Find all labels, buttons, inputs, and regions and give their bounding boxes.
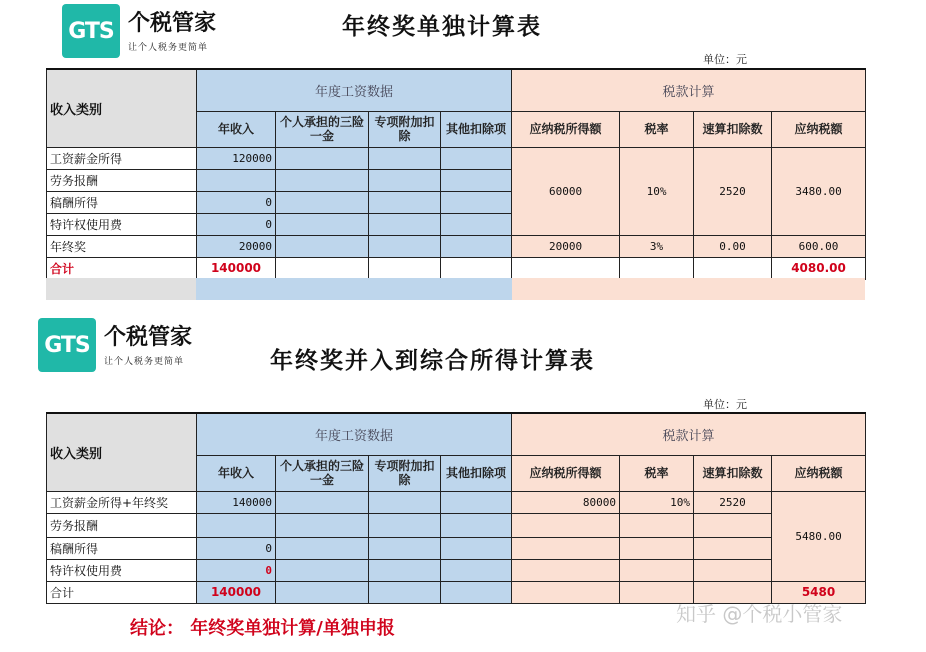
table2 <box>46 412 866 604</box>
brand-name: 个税管家 <box>104 323 193 350</box>
quick-deduction-header: 速算扣除数 <box>694 455 772 491</box>
insurance-header: 个人承担的三险一金 <box>276 111 369 147</box>
gts-logo-icon: GTS <box>38 318 96 372</box>
unit-label-2: 单位：元 <box>703 398 747 411</box>
annual-income-header: 年收入 <box>197 111 276 147</box>
row-category: 工资薪金所得+年终奖 <box>47 491 197 513</box>
row-income: 120000 <box>197 147 276 169</box>
table-row <box>47 491 866 513</box>
table1 <box>46 68 866 280</box>
brand-slogan: 让个人税务更简单 <box>104 356 185 367</box>
color-bar-peach <box>512 278 865 300</box>
gts-logo-icon: GTS <box>62 4 120 58</box>
row-category: 劳务报酬 <box>47 513 197 537</box>
row-category: 劳务报酬 <box>47 169 197 191</box>
tax-group-header: 税款计算 <box>512 413 866 455</box>
insurance-header: 个人承担的三险一金 <box>276 455 369 491</box>
tax-group-header: 税款计算 <box>512 69 866 111</box>
tax-rate-header: 税率 <box>620 455 694 491</box>
total-income: 140000 <box>197 581 276 603</box>
category-header: 收入类别 <box>47 413 197 491</box>
category-header: 收入类别 <box>47 69 197 147</box>
table-row <box>47 559 866 581</box>
total-tax: 5480 <box>772 581 866 603</box>
color-bar-grey <box>46 278 196 300</box>
brand-logo-1 <box>62 4 216 58</box>
special-deduction-header: 专项附加扣除 <box>369 111 441 147</box>
tax-payable-header: 应纳税额 <box>772 111 866 147</box>
row-income: 0 <box>197 191 276 213</box>
brand-logo-2 <box>38 318 192 372</box>
tax-payable-header: 应纳税额 <box>772 455 866 491</box>
other-deduction-header: 其他扣除项 <box>441 455 512 491</box>
total-income: 140000 <box>197 257 276 279</box>
row-income <box>197 513 276 537</box>
total-row <box>47 257 866 279</box>
row-category: 稿酬所得 <box>47 537 197 559</box>
row-taxable: 80000 <box>512 491 620 513</box>
total-label: 合计 <box>47 581 197 603</box>
row-category: 特许权使用费 <box>47 559 197 581</box>
bonus-row <box>47 235 866 257</box>
row-category: 年终奖 <box>47 235 197 257</box>
table2-title: 年终奖并入到综合所得计算表 <box>270 347 595 374</box>
row-income <box>197 169 276 191</box>
bonus-taxable: 20000 <box>512 235 620 257</box>
table-row <box>47 537 866 559</box>
row-category: 特许权使用费 <box>47 213 197 235</box>
row-income: 0 <box>197 559 276 581</box>
quick-deduction-header: 速算扣除数 <box>694 111 772 147</box>
table-row <box>47 513 866 537</box>
row-category: 工资薪金所得 <box>47 147 197 169</box>
merged-taxable: 60000 <box>512 147 620 235</box>
tax-rate-header: 税率 <box>620 111 694 147</box>
merged-tax: 3480.00 <box>772 147 866 235</box>
table-row <box>47 147 866 169</box>
annual-income-header: 年收入 <box>197 455 276 491</box>
brand-name: 个税管家 <box>128 9 217 36</box>
salary-group-header: 年度工资数据 <box>197 69 512 111</box>
bonus-tax: 600.00 <box>772 235 866 257</box>
salary-group-header: 年度工资数据 <box>197 413 512 455</box>
total-tax: 4080.00 <box>772 257 866 279</box>
row-quick: 2520 <box>694 491 772 513</box>
conclusion-text: 结论： 年终奖单独计算/单独申报 <box>130 618 395 639</box>
other-deduction-header: 其他扣除项 <box>441 111 512 147</box>
unit-label-1: 单位：元 <box>703 53 747 66</box>
table1-title: 年终奖单独计算表 <box>342 13 542 40</box>
row-rate: 10% <box>620 491 694 513</box>
row-income: 0 <box>197 537 276 559</box>
row-income: 0 <box>197 213 276 235</box>
special-deduction-header: 专项附加扣除 <box>369 455 441 491</box>
merged-tax: 5480.00 <box>772 491 866 581</box>
row-category: 稿酬所得 <box>47 191 197 213</box>
row-income: 140000 <box>197 491 276 513</box>
row-income: 20000 <box>197 235 276 257</box>
merged-rate: 10% <box>620 147 694 235</box>
bonus-rate: 3% <box>620 235 694 257</box>
taxable-income-header: 应纳税所得额 <box>512 455 620 491</box>
watermark: 知乎 @个税小管家 <box>676 602 843 626</box>
brand-slogan: 让个人税务更简单 <box>128 42 209 53</box>
color-bar-blue <box>196 278 512 300</box>
total-label: 合计 <box>47 257 197 279</box>
bonus-quick: 0.00 <box>694 235 772 257</box>
merged-quick: 2520 <box>694 147 772 235</box>
taxable-income-header: 应纳税所得额 <box>512 111 620 147</box>
